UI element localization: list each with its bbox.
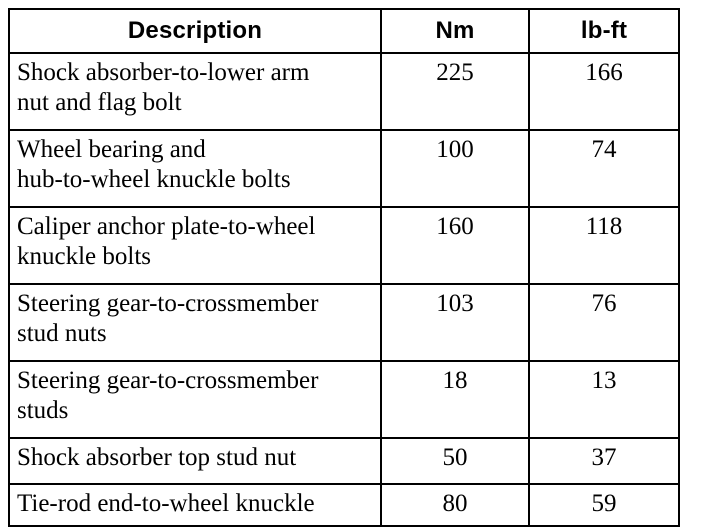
description-line: Steering gear-to-crossmember (17, 290, 319, 317)
table-row (9, 361, 679, 438)
table-row (9, 130, 679, 207)
description-cell (9, 284, 381, 361)
lbft-cell: 166 (529, 53, 679, 130)
description-cell (9, 361, 381, 438)
nm-cell: 225 (381, 53, 529, 130)
description-line: hub-to-wheel knuckle bolts (17, 166, 291, 193)
lbft-cell: 74 (529, 130, 679, 207)
description-line: Caliper anchor plate-to-wheel (17, 213, 316, 240)
lbft-cell: 13 (529, 361, 679, 438)
table-row (9, 207, 679, 284)
description-line: stud nuts (17, 320, 107, 347)
description-line: studs (17, 397, 69, 424)
header-nm: Nm (381, 9, 529, 53)
lbft-cell: 118 (529, 207, 679, 284)
description-cell (9, 53, 381, 130)
table-row (9, 438, 679, 484)
header-description: Description (9, 9, 381, 53)
table-row (9, 284, 679, 361)
table-row (9, 53, 679, 130)
description-cell (9, 438, 381, 484)
table-row (9, 484, 679, 526)
torque-spec-table (8, 8, 680, 527)
lbft-cell: 59 (529, 484, 679, 526)
header-lbft: lb-ft (529, 9, 679, 53)
nm-cell: 18 (381, 361, 529, 438)
description-line: Steering gear-to-crossmember (17, 367, 319, 394)
description-cell (9, 484, 381, 526)
lbft-cell: 76 (529, 284, 679, 361)
description-line: Shock absorber top stud nut (17, 444, 297, 471)
nm-cell: 50 (381, 438, 529, 484)
lbft-cell: 37 (529, 438, 679, 484)
description-line: Wheel bearing and (17, 136, 206, 163)
description-line: Tie-rod end-to-wheel knuckle (17, 490, 315, 517)
nm-cell: 103 (381, 284, 529, 361)
header-row (9, 9, 679, 53)
description-line: nut and flag bolt (17, 89, 182, 116)
description-line: Shock absorber-to-lower arm (17, 59, 310, 86)
description-cell (9, 130, 381, 207)
description-line: knuckle bolts (17, 243, 152, 270)
nm-cell: 160 (381, 207, 529, 284)
nm-cell: 100 (381, 130, 529, 207)
nm-cell: 80 (381, 484, 529, 526)
description-cell (9, 207, 381, 284)
